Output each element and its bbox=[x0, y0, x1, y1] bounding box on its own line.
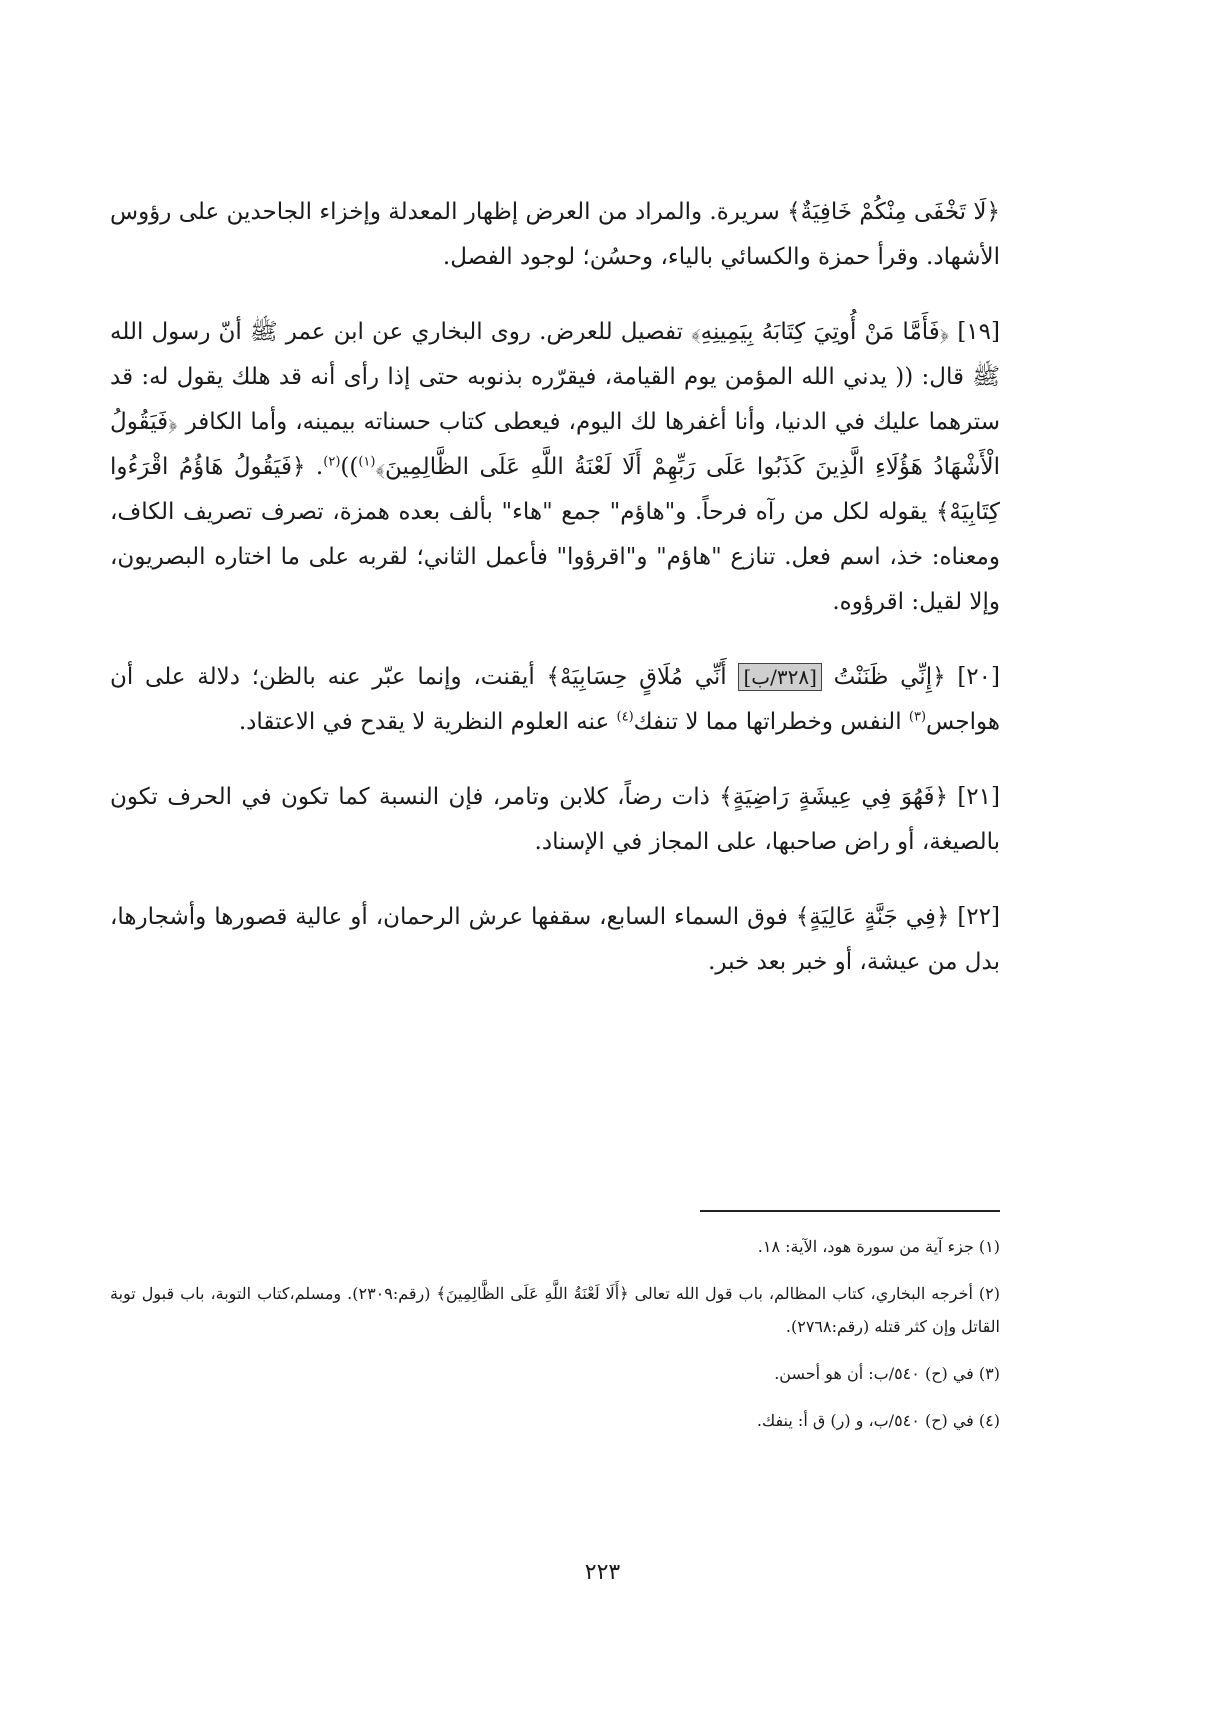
paragraph-20-text-c: النفس وخطراتها مما لا تنفك bbox=[633, 709, 902, 735]
paragraph-19 bbox=[110, 310, 1000, 625]
paragraph-20-text-b: أَنِّي مُلَاقٍ حِسَابِيَهْ﴾ أيقنت، وإنما عبّر عنه بالظن؛ دلالة على أن هواجس bbox=[110, 664, 1000, 735]
footnotes bbox=[110, 1230, 1000, 1451]
footnote-ref-1: (١) bbox=[358, 454, 376, 470]
footnote-ref-3: (٣) bbox=[908, 709, 927, 725]
main-text bbox=[110, 190, 1000, 1015]
paragraph-22: [٢٢] ﴿فِي جَنَّةٍ عَالِيَةٍ﴾ فوق السماء السابع، سقفها عرش الرحمان، أو عالية قصورها وأشجارها، بدل من عيشة، أو خبر بعد خبر. bbox=[110, 904, 1000, 975]
paragraph-19-text-b: )) bbox=[340, 454, 359, 480]
paragraph-1: ﴿لَا تَخْفَى مِنْكُمْ خَافِيَةٌ﴾ سريرة. والمراد من العرض إظهار المعدلة وإخزاء الجاحدين على رؤوس الأشهاد. وقرأ حمزة والكسائي بالياء، وحسُن؛ لوجود الفصل. bbox=[110, 199, 1000, 270]
footnote-ref-4: (٤) bbox=[616, 709, 634, 725]
paragraph-19-text-a: [١٩] ﴿فَأَمَّا مَنْ أُوتِيَ كِتَابَهُ بِيَمِينِهِ﴾ تفصيل للعرض. روى البخاري عن ابن عمر ﷺ أنّ رسول الله ﷺ قال: (( يدني الله المؤمن يوم القيامة، فيقرّره بذنوبه حتى إذا رأى أنه قد هلك يقول له: قد سترهما عليك في الدنيا، وأنا أغفرها لك اليوم، فيعطى كتاب حسناته بيمينه، وأما الكافر ﴿فَيَقُولُ الْأَشْهَادُ هَؤُلَاءِ الَّذِينَ كَذَبُوا عَلَى رَبِّهِمْ أَلَا لَعْنَةُ اللَّهِ عَلَى الظَّالِمِينَ﴾ bbox=[110, 319, 1000, 480]
paragraph-20-text-d: عنه العلوم النظرية لا يقدح في الاعتقاد. bbox=[238, 709, 610, 735]
footnote-4: (٤) في (ح) ٥٤٠/ب، و (ر) ق أ: ينفك. bbox=[756, 1411, 1000, 1430]
paragraph-21: [٢١] ﴿فَهُوَ فِي عِيشَةٍ رَاضِيَةٍ﴾ ذات رضاً، كلابن وتامر، فإن النسبة كما تكون في الحرف تكون بالصيغة، أو راض صاحبها، على المجاز في الإسناد. bbox=[110, 784, 1000, 855]
footnote-1: (١) جزء آية من سورة هود، الآية: ١٨. bbox=[757, 1237, 1000, 1256]
manuscript-folio-marker: [٣٢٨/ب] bbox=[738, 663, 821, 691]
paragraph-19-text-c: . ﴿فَيَقُولُ هَاؤُمُ اقْرَءُوا كِتَابِيَهْ﴾ يقوله لكل من رآه فرحاً. و"هاؤم" جمع "هاء" بألف بعده همزة، تصرف تصريف الكاف، ومعناه: خذ، اسم فعل. تنازع "هاؤم" و"اقرؤوا" فأعمل الثاني؛ لقربه على ما اختاره البصريون، وإلا لقيل: اقرؤوه. bbox=[110, 454, 1000, 615]
paragraph-20-text-a: [٢٠] ﴿إِنِّي ظَنَنْتُ bbox=[833, 664, 1000, 690]
footnote-separator bbox=[700, 1210, 1000, 1212]
footnote-ref-2: (٢) bbox=[323, 454, 341, 470]
footnote-2: (٢) أخرجه البخاري، كتاب المظالم، باب قول الله تعالى ﴿أَلَا لَعْنَةُ اللَّهِ عَلَى الظَّالِمِينَ﴾ (رقم:٢٣٠٩). ومسلم،كتاب التوبة، باب قبول توبة القاتل وإن كثر قتله (رقم:٢٧٦٨). bbox=[110, 1284, 1001, 1336]
footnote-3: (٣) في (ح) ٥٤٠/ب: أن هو أحسن. bbox=[774, 1364, 1000, 1383]
paragraph-20 bbox=[110, 655, 1000, 745]
page-number: ٢٢٣ bbox=[584, 1560, 621, 1585]
